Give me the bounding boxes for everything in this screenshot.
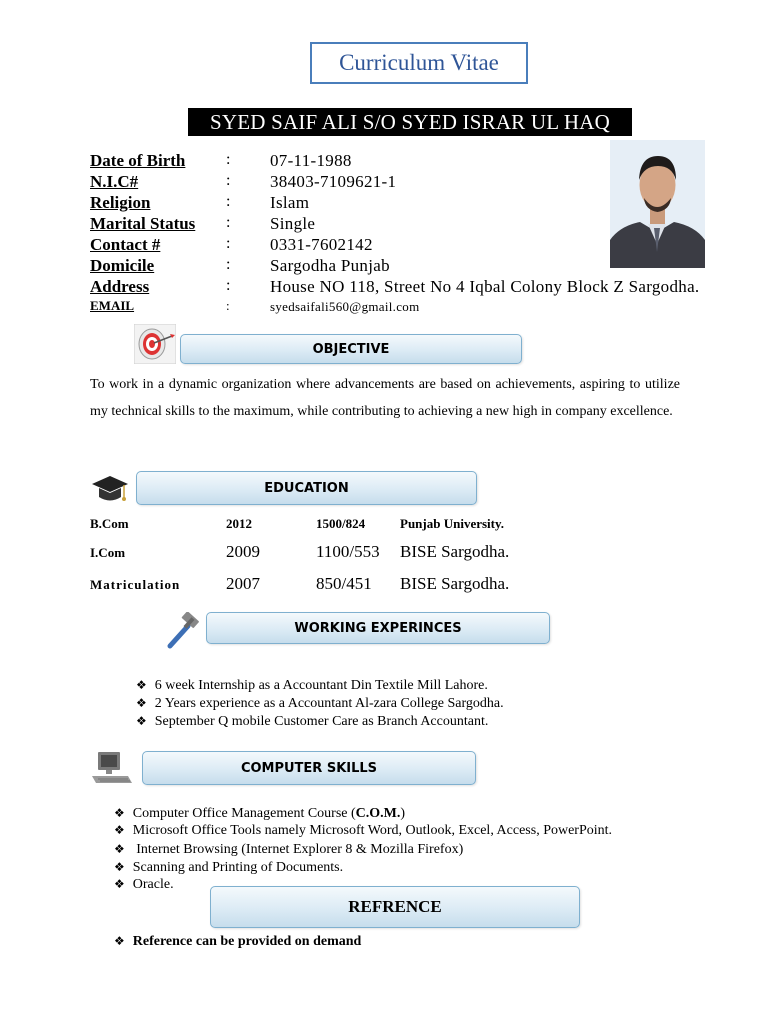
edu-year: 2007: [226, 574, 260, 593]
edu-board: Punjab University.: [400, 516, 505, 531]
objective-text: To work in a dynamic organization where advancements are based on achievements, aspiring to utilize my technical skills to the maximum, while contributing to achieving a new high in company excellence.: [90, 377, 680, 419]
edu-marks: 1500/824: [316, 516, 366, 531]
section-skills-header: COMPUTER SKILLS: [142, 751, 476, 785]
graduation-cap-icon: [90, 472, 130, 506]
info-value: Sargodha Punjab: [270, 256, 390, 275]
info-value: Single: [270, 214, 316, 233]
section-reference-header: REFRENCE: [210, 886, 580, 928]
info-colon: :: [226, 151, 231, 168]
experience-item: [136, 696, 504, 712]
edu-marks: 850/451: [316, 574, 372, 593]
edu-degree: I.Com: [90, 545, 126, 560]
experience-item: [136, 678, 488, 694]
skill-item-text: Microsoft Office Tools namely Microsoft Word, Outlook, Excel, Access, PowerPoint.: [132, 823, 613, 838]
personal-row-address: [90, 277, 730, 298]
info-label: Address: [90, 277, 150, 296]
edu-board: BISE Sargodha.: [400, 574, 510, 593]
info-label: Domicile: [90, 256, 155, 275]
bullet-icon: ❖: [114, 806, 125, 820]
info-colon: :: [226, 214, 231, 231]
info-label: Marital Status: [90, 214, 196, 233]
info-value: Islam: [270, 193, 310, 212]
section-education-header: EDUCATION: [136, 471, 477, 505]
reference-item: [114, 934, 361, 950]
info-colon: :: [226, 256, 231, 273]
experience-item: [136, 714, 488, 730]
experience-item-text: 2 Years experience as a Accountant Al-zara College Sargodha.: [154, 696, 504, 711]
skill-item-text: Oracle.: [132, 877, 174, 892]
bullet-icon: ❖: [136, 678, 147, 692]
skill-item: [114, 806, 405, 822]
skill-item: [114, 842, 463, 858]
hammer-icon: [164, 612, 202, 650]
bullet-icon: ❖: [114, 934, 125, 948]
bullet-icon: ❖: [114, 842, 125, 856]
personal-row-email: [90, 298, 730, 319]
skill-item: [114, 823, 612, 839]
experience-item-text: 6 week Internship as a Accountant Din Textile Mill Lahore.: [154, 678, 488, 693]
skill-item-text: Scanning and Printing of Documents.: [132, 860, 344, 875]
info-label: Contact #: [90, 235, 161, 254]
reference-item-text: Reference can be provided on demand: [132, 934, 362, 949]
info-label: EMAIL: [90, 298, 135, 313]
info-colon: :: [226, 298, 230, 313]
bullet-icon: ❖: [136, 696, 147, 710]
info-value: House NO 118, Street No 4 Iqbal Colony Block Z Sargodha.: [270, 277, 700, 296]
info-value: 38403-7109621-1: [270, 172, 397, 191]
skill-item: [114, 860, 343, 876]
info-colon: :: [226, 172, 231, 189]
bullet-icon: ❖: [136, 714, 147, 728]
skill-item-text: Internet Browsing (Internet Explorer 8 & Mozilla Firefox): [132, 842, 464, 857]
edu-degree: B.Com: [90, 516, 129, 531]
info-label: Date of Birth: [90, 151, 186, 170]
cv-title-box: [310, 42, 528, 84]
info-label: N.I.C#: [90, 172, 139, 191]
info-colon: :: [226, 235, 231, 252]
edu-year: 2012: [226, 516, 252, 531]
info-colon: :: [226, 193, 231, 210]
edu-marks: 1100/553: [316, 542, 380, 561]
bullet-icon: ❖: [114, 823, 125, 837]
edu-board: BISE Sargodha.: [400, 542, 510, 561]
info-value: 07-11-1988: [270, 151, 352, 170]
info-colon: :: [226, 277, 231, 294]
section-objective-header: OBJECTIVE: [180, 334, 522, 364]
experience-item-text: September Q mobile Customer Care as Branch Accountant.: [154, 714, 489, 729]
name-heading: SYED SAIF ALI S/O SYED ISRAR UL HAQ: [188, 108, 632, 136]
skill-item-post: ): [400, 806, 406, 821]
skill-item-bold: C.O.M.: [355, 806, 401, 821]
skill-item: [114, 877, 174, 893]
edu-year: 2009: [226, 542, 260, 561]
bullet-icon: ❖: [114, 860, 125, 874]
info-value: syedsaifali560@gmail.com: [270, 299, 420, 314]
bullet-icon: ❖: [114, 877, 125, 891]
target-icon: [134, 324, 176, 364]
skill-item-text: Computer Office Management Course (: [132, 806, 356, 821]
cv-title: Curriculum Vitae: [339, 50, 499, 75]
info-value: 0331-7602142: [270, 235, 373, 254]
section-experience-header: WORKING EXPERINCES: [206, 612, 550, 644]
edu-degree: Matriculation: [90, 577, 181, 592]
profile-photo: [610, 140, 705, 268]
info-label: Religion: [90, 193, 151, 212]
computer-icon: [90, 750, 134, 786]
